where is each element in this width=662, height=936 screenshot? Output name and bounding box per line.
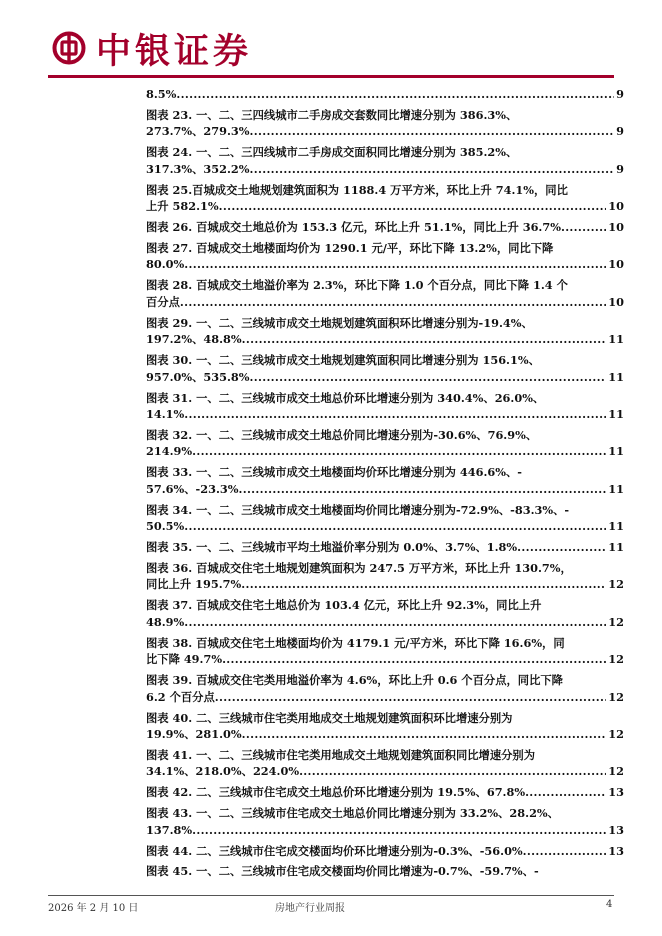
dot-leader: [192, 443, 606, 460]
toc-entry-text: 同比上升 195.7%: [146, 577, 242, 592]
dot-leader: [192, 822, 606, 839]
dot-leader: [525, 784, 606, 801]
toc-entry[interactable]: [146, 747, 624, 780]
brand-name: 中银证券: [96, 31, 253, 72]
toc-entry-text: 137.8%: [146, 822, 193, 837]
toc-entry-title: 图表 45. 一、二、三线城市住宅成交楼面均价同比增速为-0.7%、-59.7%、-: [146, 864, 539, 879]
dot-leader: [238, 481, 606, 498]
toc-page-number: 11: [608, 332, 624, 347]
toc-entry-text: 上升 582.1%: [146, 199, 219, 214]
toc-page-number: 11: [608, 444, 624, 459]
toc-page-number: 10: [608, 220, 624, 235]
toc-entry-text: 图表 44. 二、三线城市住宅成交楼面均价环比增速分别为-0.3%、-56.0%: [146, 843, 523, 858]
dot-leader: [219, 198, 607, 215]
toc-entry[interactable]: [146, 805, 624, 838]
toc-entry-text: 图表 42. 二、三线城市住宅成交土地总价环比增速分别为 19.5%、67.8%: [146, 785, 526, 800]
toc-entry[interactable]: [146, 464, 624, 497]
toc-page-number: 12: [608, 764, 624, 779]
toc-entry[interactable]: [146, 710, 624, 743]
toc-entry[interactable]: [146, 784, 624, 801]
toc-entry-text: 57.6%、-23.3%: [146, 481, 239, 496]
toc-entry[interactable]: [146, 315, 624, 348]
toc-page-number: 10: [608, 294, 624, 309]
toc-page-number: 11: [608, 407, 624, 422]
dot-leader: [242, 726, 607, 743]
toc-entry-title: 图表 38. 百城成交住宅土地楼面均价为 4179.1 元/平方米，环比下降 16.6%，同: [146, 635, 565, 650]
toc-entry-title: 图表 41. 一、二、三线城市住宅类用地成交土地规划建筑面积同比增速分别为: [146, 747, 536, 762]
toc-page-number: 12: [608, 614, 624, 629]
toc-page-number: 11: [608, 540, 624, 555]
toc-entry-text: 50.5%: [146, 519, 185, 534]
toc-page-number: 11: [608, 369, 624, 384]
toc-entry[interactable]: [146, 219, 624, 236]
toc-entry-title: 图表 36. 百城成交住宅土地规划建筑面积为 247.5 万平方米，环比上升 130.7%，: [146, 560, 572, 575]
toc-page-number: 13: [608, 843, 624, 858]
toc-entry[interactable]: [146, 560, 624, 593]
toc-entry-text: 48.9%: [146, 614, 185, 629]
toc-page-number: 12: [608, 727, 624, 742]
footer-divider: [48, 895, 614, 896]
table-of-contents: [146, 86, 624, 884]
toc-entry-title: 图表 37. 百城成交住宅土地总价为 103.4 亿元，环比上升 92.3%，同比上升: [146, 598, 542, 613]
toc-page-number: 12: [608, 689, 624, 704]
toc-entry[interactable]: [146, 144, 624, 177]
toc-page-number: 11: [608, 519, 624, 534]
dot-leader: [523, 843, 607, 860]
toc-entry[interactable]: [146, 597, 624, 630]
dot-leader: [184, 518, 606, 535]
toc-entry[interactable]: [146, 502, 624, 535]
toc-entry-title: 图表 24. 一、二、三四线城市二手房成交面积同比增速分别为 385.2%、: [146, 145, 518, 160]
toc-entry[interactable]: [146, 672, 624, 705]
page-header: [0, 0, 662, 80]
header-divider: [48, 75, 614, 78]
toc-page-number: 9: [616, 161, 624, 176]
toc-entry-text: 197.2%、48.8%: [146, 332, 242, 347]
toc-entry[interactable]: [146, 863, 624, 880]
dot-leader: [222, 651, 606, 668]
toc-entry[interactable]: [146, 182, 624, 215]
dot-leader: [250, 161, 615, 178]
toc-entry-title: 图表 43. 一、二、三线城市住宅成交土地总价同比增速分别为 33.2%、28.2%、: [146, 806, 559, 821]
toc-page-number: 10: [608, 199, 624, 214]
dot-leader: [241, 576, 606, 593]
toc-entry-text: 14.1%: [146, 407, 185, 422]
toc-entry-text: 6.2 个百分点: [146, 689, 215, 704]
toc-entry-title: 图表 32. 一、二、三线城市成交土地总价同比增速分别为-30.6%、76.9%、: [146, 427, 538, 442]
toc-entry-text: 214.9%: [146, 444, 193, 459]
toc-entry-text: 图表 26. 百城成交土地总价为 153.3 亿元，环比上升 51.1%，同比上升 36.7%: [146, 220, 561, 235]
dot-leader: [561, 219, 606, 236]
toc-entry-text: 80.0%: [146, 257, 185, 272]
toc-entry[interactable]: [146, 107, 624, 140]
toc-entry[interactable]: [146, 427, 624, 460]
toc-entry-text: 273.7%、279.3%: [146, 124, 250, 139]
toc-entry-text: 百分点: [146, 294, 180, 309]
toc-entry-text: 957.0%、535.8%: [146, 369, 250, 384]
toc-entry[interactable]: [146, 86, 624, 103]
bank-of-china-logo-icon: [52, 31, 86, 65]
toc-page-number: 13: [608, 785, 624, 800]
toc-entry-text: 19.9%、281.0%: [146, 727, 242, 742]
toc-entry[interactable]: [146, 539, 624, 556]
toc-entry-text: 317.3%、352.2%: [146, 161, 250, 176]
dot-leader: [180, 294, 606, 311]
dot-leader: [215, 689, 606, 706]
toc-entry[interactable]: [146, 352, 624, 385]
dot-leader: [250, 369, 607, 386]
footer-page-number: 4: [606, 899, 613, 910]
dot-leader: [517, 539, 606, 556]
toc-entry-title: 图表 40. 二、三线城市住宅类用地成交土地规划建筑面积环比增速分别为: [146, 710, 513, 725]
dot-leader: [184, 256, 606, 273]
dot-leader: [176, 86, 614, 103]
toc-page-number: 9: [616, 87, 624, 101]
toc-entry-title: 图表 34. 一、二、三线城市成交土地楼面均价同比增速分别为-72.9%、-83.3%、-: [146, 502, 570, 517]
dot-leader: [250, 123, 615, 140]
toc-page-number: 10: [608, 257, 624, 272]
toc-page-number: 9: [616, 124, 624, 139]
toc-entry-title: 图表 33. 一、二、三线城市成交土地楼面均价环比增速分别为 446.6%、-: [146, 465, 522, 480]
toc-entry-title: 图表 28. 百城成交土地溢价率为 2.3%，环比下降 1.0 个百分点，同比下降 1.4 个: [146, 278, 568, 293]
toc-page-number: 13: [608, 822, 624, 837]
toc-entry-title: 图表 27. 百城成交土地楼面均价为 1290.1 元/平，环比下降 13.2%，同比下降: [146, 240, 554, 255]
dot-leader: [299, 763, 606, 780]
toc-entry-title: 图表 31. 一、二、三线城市成交土地总价环比增速分别为 340.4%、26.0%、: [146, 390, 545, 405]
toc-page-number: 12: [608, 577, 624, 592]
footer-report-title: 房地产行业周报: [275, 903, 345, 914]
toc-entry-text: 比下降 49.7%: [146, 652, 223, 667]
toc-entry-title: 图表 30. 一、二、三线城市成交土地规划建筑面积同比增速分别为 156.1%、: [146, 353, 540, 368]
footer-date: 2026 年 2 月 10 日: [48, 903, 139, 914]
toc-entry-text: 34.1%、218.0%、224.0%: [146, 764, 300, 779]
toc-entry[interactable]: [146, 240, 624, 273]
toc-entry-title: 图表 29. 一、二、三线城市成交土地规划建筑面积环比增速分别为-19.4%、: [146, 315, 533, 330]
toc-entry[interactable]: [146, 390, 624, 423]
dot-leader: [184, 406, 606, 423]
toc-entry-title: 图表 39. 百城成交住宅类用地溢价率为 4.6%，环比上升 0.6 个百分点，同比下降: [146, 673, 563, 688]
toc-page-number: 11: [608, 481, 624, 496]
toc-entry-text: 8.5%: [146, 87, 177, 101]
toc-page-number: 12: [608, 652, 624, 667]
toc-entry[interactable]: [146, 277, 624, 310]
dot-leader: [184, 614, 606, 631]
dot-leader: [242, 331, 607, 348]
toc-entry[interactable]: [146, 843, 624, 860]
toc-entry-title: 图表 23. 一、二、三四线城市二手房成交套数同比增速分别为 386.3%、: [146, 107, 518, 122]
toc-entry[interactable]: [146, 635, 624, 668]
toc-entry-text: 图表 35. 一、二、三线城市平均土地溢价率分别为 0.0%、3.7%、1.8%: [146, 540, 518, 555]
toc-entry-title: 图表 25.百城成交土地规划建筑面积为 1188.4 万平方米，环比上升 74.1%，同比: [146, 182, 568, 197]
